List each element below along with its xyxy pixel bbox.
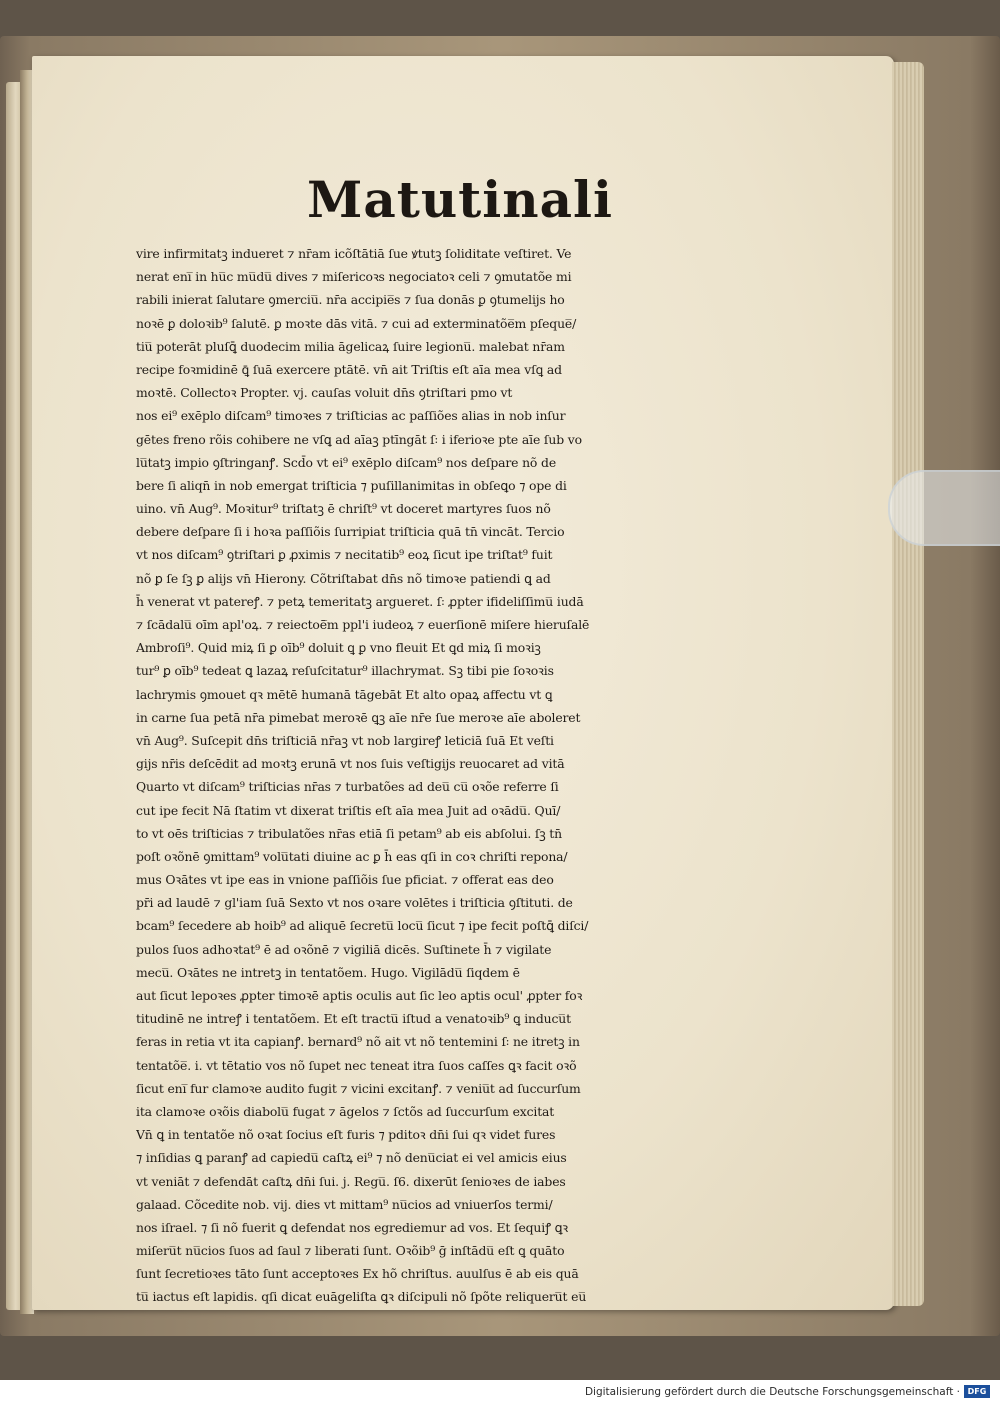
text-line: nõ ꝑ ſe ſꝫ ꝑ alijs vn̄ Hierony. Cõtriſtabat dn̄s nõ timoꝛe patiendi ꝗ ad xyxy=(136,570,551,586)
text-line: gijs nr̄is deſcēdit ad moꝛtꝫ erunā vt nos ſuis veſtigijs reuocaret ad vitā xyxy=(136,756,565,772)
text-line: vt veniāt ⁊ defendāt caſtꝝ dn̄i ſui. j. Regu̅. ſ6. dixerūt ſenioꝛes de iabes xyxy=(136,1173,566,1189)
text-line: ⁊ inſidias ꝗ paranꝭ ad capiedu̅ caſtꝝ ei⁹ ⁊ nõ denu̅ciat ei vel amicis eius xyxy=(136,1150,567,1166)
text-line: mus Oꝛātes vt ipe eas in vnione paſſiõis ſue pficiat. ⁊ offerat eas deo xyxy=(136,872,554,888)
text-line: vire infirmitatꝫ indueret ⁊ nr̄am icõſtātiā ſue ꝟtutꝫ ſoliditate veſtiret. Ve xyxy=(136,246,572,261)
transparent-page-clip xyxy=(888,470,1000,546)
text-line: ſicut eni̅ fur clamoꝛe audito fugit ⁊ vicini excitanꝭ. ⁊ veniu̅t ad ſuccurſum xyxy=(136,1080,581,1096)
text-line: ſunt ſecretioꝛes tāto ſunt acceptoꝛes Ex hõ chriſtus. auulſus ē ab eis quā xyxy=(136,1266,579,1282)
text-line: recipe foꝛmidinē ꝗ̄ ſuā exercere ptātē. vn̄ ait Triſtis eſt aīa mea vſꝗ ad xyxy=(136,361,562,377)
text-line: moꝛtē. Collectoꝛ Propter. vj. cauſas voluit dn̄s ꝯtriſtari pmo vt xyxy=(136,385,513,401)
text-line: lachrymis ꝯmouet qꝛ mētē humanā tāgebāt Et alto opaꝝ affectu vt ꝗ xyxy=(136,686,553,702)
text-line: titudinē ne intreꝭ i tentatõem. Et eſt tractu̅ iſtud a venatoꝛib⁹ ꝗ inducu̅t xyxy=(136,1011,571,1027)
text-line: feras in retia vt ita capianꝭ. bernard⁹ nõ ait vt nõ tentemini ſ꞉ ne itretꝫ in xyxy=(136,1034,580,1050)
dfg-logo: DFG xyxy=(964,1385,990,1398)
text-line: h̄ venerat vt patereꝭ. ⁊ petꝝ temeritatꝫ argueret. ſ꞉ ꝓpter ifideliſſimu̅ iudā xyxy=(136,593,584,609)
text-line: tiu̅ poterāt pluſꝗ̄ duodecim milia āgelicaꝝ ſuire legionu̅. malebat nr̄am xyxy=(136,338,565,354)
text-line: nerat eni̅ in hu̅c mu̅du̅ dives ⁊ miſericoꝛs negociatoꝛ celi ⁊ ꝯmutatõe mi xyxy=(136,269,572,285)
text-line: bcam⁹ ſecedere ab hoib⁹ ad aliquē ſecretu̅ locu̅ ſicut ⁊ ipe fecit poſtꝗ̄ diſci/ xyxy=(136,918,589,934)
text-line: tu̅ iactus eſt lapidis. qſi dicat euāgeliſta ꝗꝛ diſcipuli nõ ſpõte reliqueru̅t eu̅ xyxy=(136,1289,587,1305)
text-line: noꝛē ꝑ doloꝛib⁹ ſalutē. ꝑ moꝛte dās vitā. ⁊ cui ad exterminatõe̅m pſeque̅/ xyxy=(136,315,577,331)
text-line: vt nos diſcam⁹ ꝯtriſtari ꝑ ꝓximis ⁊ necitatib⁹ eoꝝ ſicut ipe triſtat⁹ fuit xyxy=(136,547,553,563)
text-line: pr̄i ad laudē ⁊ gl'iam ſuā Sexto vt nos oꝛare volētes i triſticia ꝯſtituti. de xyxy=(136,895,573,911)
text-line: poſt oꝛõnē ꝯmittam⁹ volu̅tati diuine ac ꝑ h̄ eas qſi in coꝛ chriſti repona/ xyxy=(136,848,568,864)
text-line: tentatõe̅. i. vt tētatio vos nõ ſupet nec teneat itra ſuos caſſes ꝗꝛ facit oꝛõ xyxy=(136,1057,577,1073)
digitization-credit: Digitalisierung gefördert durch die Deutsche Forschungsgemeinschaft · xyxy=(584,1386,960,1398)
text-line: nos ei⁹ exēplo diſcam⁹ timoꝛes ⁊ triſticias ac paſſiões alias in nob inſur xyxy=(136,408,566,424)
text-line: aut ſicut lepoꝛes ꝓpter timoꝛē aptis oculis aut ſic leo aptis ocul' ꝓpter foꝛ xyxy=(136,988,583,1003)
text-line: Quarto vt diſcam⁹ triſticias nr̄as ⁊ turbatões ad deu̅ cu̅ oꝛõe referre ſi xyxy=(136,779,559,795)
text-line: in carne ſua petā nr̄a pimebat meroꝛē ꝗꝫ aīe nr̄e ſue meroꝛe aīe aboleret xyxy=(136,709,581,725)
text-line: Vn̄ ꝗ in tentatõe nõ oꝛat ſocius eſt furis ⁊ pditoꝛ dn̄i ſui qꝛ videt fures xyxy=(136,1127,556,1143)
text-line: to vt oēs triſticias ⁊ tribulatões nr̄as etiā ſi petam⁹ ab eis abſolui. ſꝫ tn̄ xyxy=(136,825,562,841)
page-heading: Matutinali xyxy=(306,170,614,229)
text-line: mecu̅. Oꝛātes ne intretꝫ in tentatõem. Hugo. Vigilādu̅ ſiqdem ē xyxy=(136,964,520,980)
text-line: cut ipe fecit Nā ſtatim vt dixerat triſtis eſt aīa mea Juit ad oꝛādu̅. Quī/ xyxy=(136,802,561,818)
text-line: Ambroſi⁹. Quid miꝝ ſi ꝑ oīb⁹ doluit ꝗ ꝑ vno fleuit Et ꝗd miꝝ ſi moꝛiꝫ xyxy=(136,640,541,656)
text-line: ita clamoꝛe oꝛõis diabolu̅ fugat ⁊ āgelos ⁊ ſctõs ad ſuccurſum excitat xyxy=(136,1103,555,1119)
text-line: gētes freno rõis cohibere ne vſꝗ ad aīaꝫ ptīngāt ſ꞉ i iferioꝛe pte aīe ſub vo xyxy=(136,431,582,447)
text-line: miſeru̅t nu̅cios ſuos ad ſaul ⁊ liberati ſunt. Oꝛõib⁹ ḡ inſtādu̅ eſt ꝗ quāto xyxy=(136,1243,565,1259)
text-line: debere deſpare ſi i hoꝛa paſſiõis ſurripiat triſticia quā tn̄ vincāt. Tercio xyxy=(136,524,565,540)
text-block xyxy=(136,242,716,1309)
text-line: pulos ſuos adhoꝛtat⁹ ē ad oꝛõnē ⁊ vigiliā dicēs. Suſtinete h̄ ⁊ vigilate xyxy=(136,941,552,957)
text-line: uino. vn̄ Aug⁹. Moꝛitur⁹ triſtatꝫ ē chriſt⁹ vt doceret martyres ſuos nõ xyxy=(136,501,551,517)
text-line: tur⁹ ꝑ oīb⁹ tedeat ꝗ lazaꝝ reſuſcitatur⁹ illachrymat. Sꝫ tibi pie ſoꝛoꝛis xyxy=(136,663,554,679)
text-line: rabili inierat ſalutare ꝯmerciu̅. nr̄a accipie̅s ⁊ ſua donās ꝑ ꝯtumelijs ho xyxy=(136,292,565,308)
text-line: vn̄ Aug⁹. Suſcepit dn̄s triſticiā nr̄aꝫ vt nob largireꝭ leticiā ſuā Et veſti xyxy=(136,732,554,748)
text-line: galaad. Cõcedite nob. vij. dies vt mittam⁹ nu̅cios ad vniuerſos termi/ xyxy=(136,1196,553,1212)
page-edges xyxy=(892,62,924,1306)
text-line: bere ſi aliqn̄ in nob emergat triſticia ⁊ puſillanimitas in obſeꝗo ⁊ ope di xyxy=(136,477,567,493)
text-line: ⁊ ſcādalu̅ oīm apl'oꝝ. ⁊ reiectoē̅m ppl'i iudeoꝝ ⁊ euerſionē miſere hieruſalē xyxy=(136,617,590,632)
text-line: lu̅tatꝫ impio ꝯſtringanꝭ. Scd̄o vt ei⁹ exēplo diſcam⁹ nos deſpare nõ de xyxy=(136,454,556,470)
text-line: nos iſrael. ⁊ ſi nõ fuerit ꝗ defendat nos egrediemur ad vos. Et ſequiꝭ ꝗꝛ xyxy=(136,1219,569,1235)
